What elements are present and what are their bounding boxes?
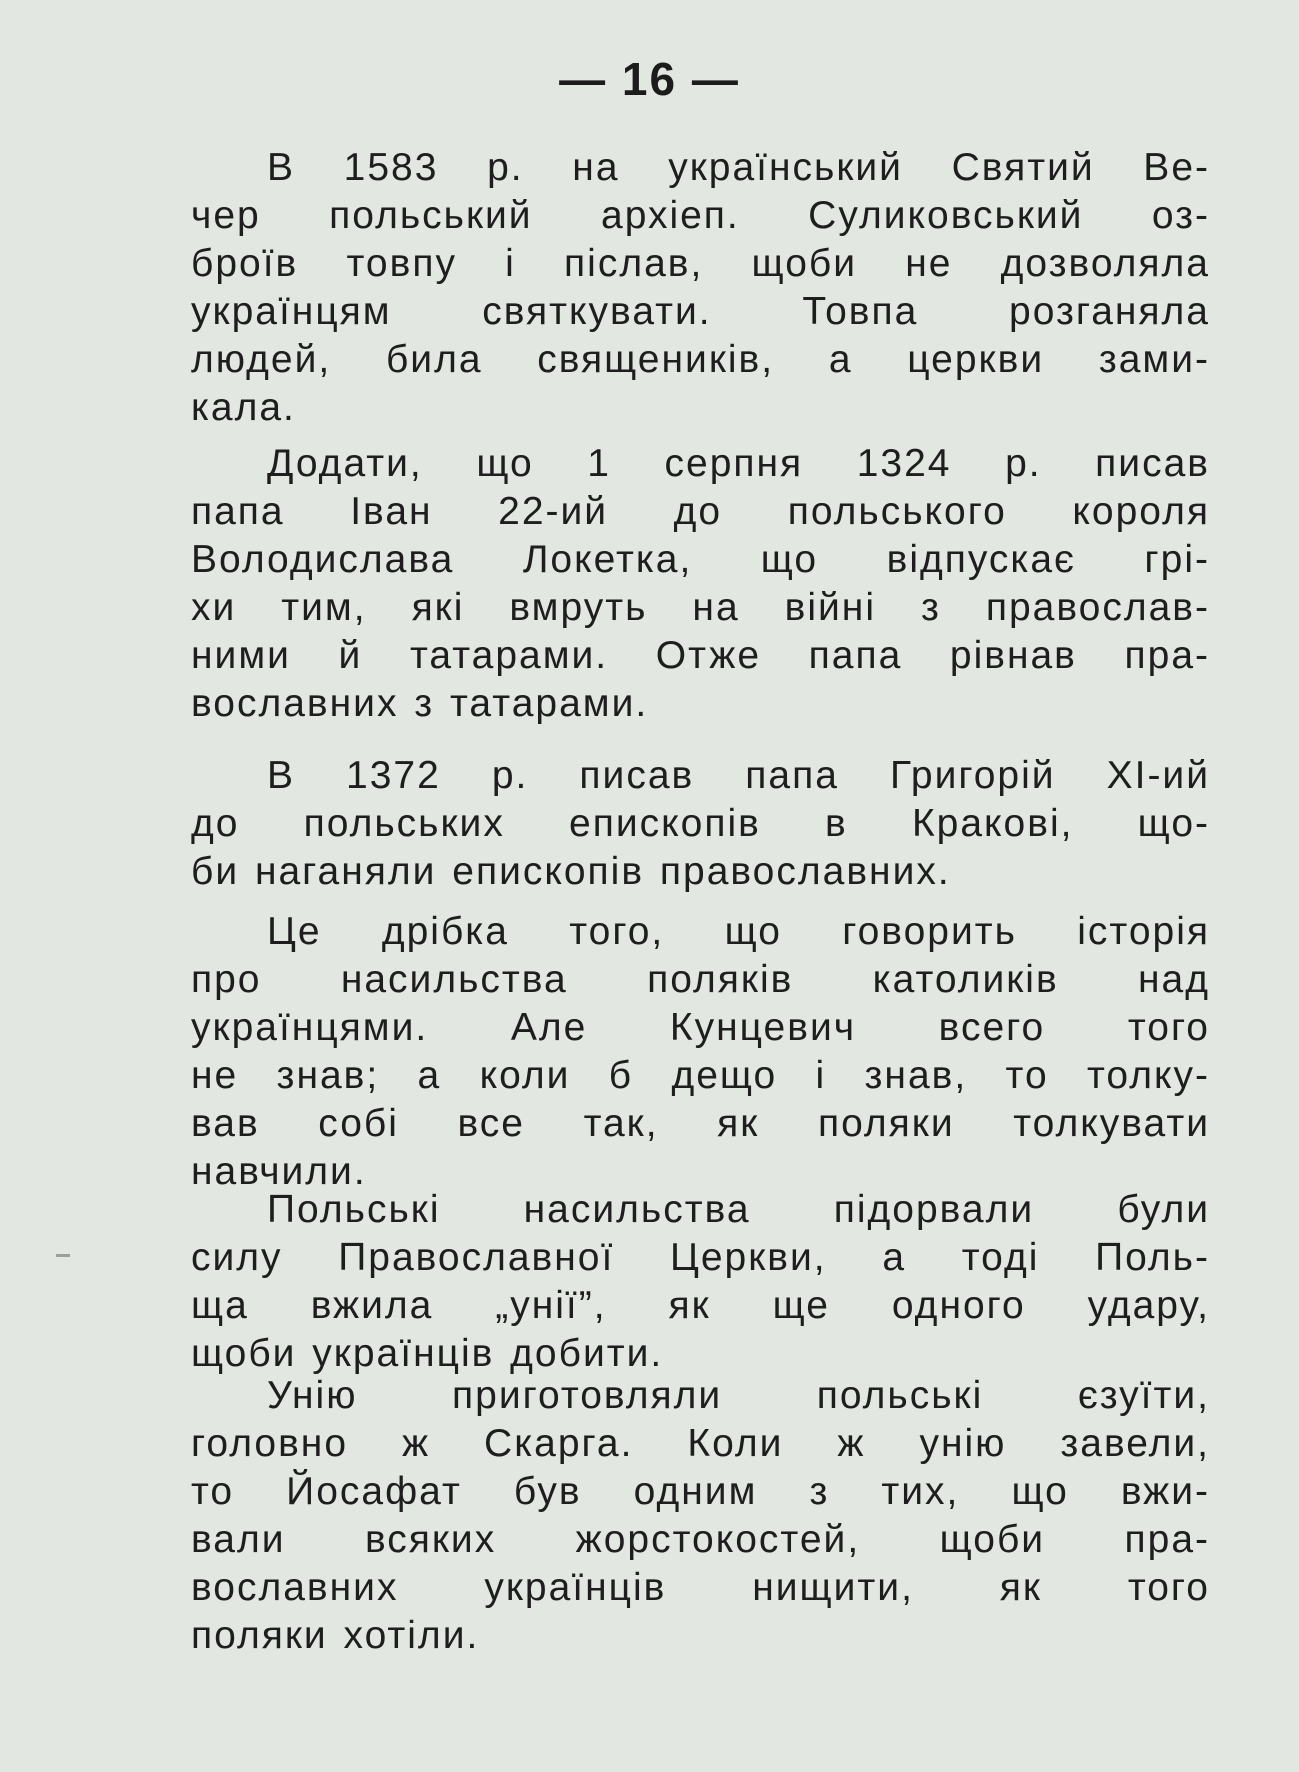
paragraph-line: чер польський архіеп. Суликовський оз- xyxy=(191,194,1210,237)
paragraph-line: поляки хотіли. xyxy=(191,1614,480,1657)
paragraph-line: В 1372 р. писав папа Григорій XI-ий xyxy=(267,754,1210,797)
paragraph-line: Це дрібка того, що говорить історія xyxy=(267,910,1210,953)
paragraph-4 xyxy=(191,908,1210,1196)
paragraph-line: кала. xyxy=(191,386,296,429)
paragraph-line: щоби українців добити. xyxy=(191,1332,664,1375)
paragraph-line: вали всяких жорстокостей, щоби пра- xyxy=(191,1518,1210,1561)
paragraph-line: броїв товпу і післав, щоби не дозволяла xyxy=(191,242,1210,285)
paragraph-line: про насильства поляків католиків над xyxy=(191,958,1210,1001)
paragraph-2 xyxy=(191,440,1210,728)
margin-mark xyxy=(56,1254,70,1257)
paragraph-line: навчили. xyxy=(191,1150,367,1193)
paragraph-line: ними й татарами. Отже папа рівнав пра- xyxy=(191,634,1210,677)
paragraph-line: вав собі все так, як поляки толкувати xyxy=(191,1102,1210,1145)
paragraph-line: Додати, що 1 серпня 1324 р. писав xyxy=(267,442,1210,485)
page-number: — 16 — xyxy=(559,53,740,105)
paragraph-line: силу Православної Церкви, а тоді Поль- xyxy=(191,1236,1210,1279)
paragraph-line: хи тим, які вмруть на війні з православ- xyxy=(191,586,1210,629)
paragraph-line: українцями. Але Кунцевич всего того xyxy=(191,1006,1210,1049)
paragraph-line: головно ж Скарга. Коли ж унію завели, xyxy=(191,1422,1210,1465)
paragraph-line: Польські насильства підорвали були xyxy=(267,1188,1210,1231)
paragraph-line: людей, била священиків, а церкви зами- xyxy=(191,338,1210,381)
paragraph-3 xyxy=(191,752,1210,896)
paragraph-line: ща вжила „унії”, як ще одного удару, xyxy=(191,1284,1210,1327)
paragraph-line: В 1583 р. на український Святий Ве- xyxy=(267,146,1210,189)
paragraph-line: папа Іван 22-ий до польського короля xyxy=(191,490,1210,533)
paragraph-line: Володислава Локетка, що відпускає грі- xyxy=(191,538,1210,581)
paragraph-6 xyxy=(191,1372,1210,1660)
paragraph-line: вославних українців нищити, як того xyxy=(191,1566,1210,1609)
paragraph-line: би наганяли епископів православних. xyxy=(191,850,951,893)
paragraph-line: не знав; а коли б дещо і знав, то толку- xyxy=(191,1054,1210,1097)
paragraph-line: українцям святкувати. Товпа розганяла xyxy=(191,290,1210,333)
paragraph-1 xyxy=(191,144,1210,432)
paragraph-line: вославних з татарами. xyxy=(191,682,649,725)
paragraph-line: то Йосафат був одним з тих, що вжи- xyxy=(191,1470,1210,1513)
paragraph-5 xyxy=(191,1186,1210,1378)
paragraph-line: до польських епископів в Кракові, що- xyxy=(191,802,1210,845)
paragraph-line: Унію приготовляли польські єзуїти, xyxy=(267,1374,1210,1417)
